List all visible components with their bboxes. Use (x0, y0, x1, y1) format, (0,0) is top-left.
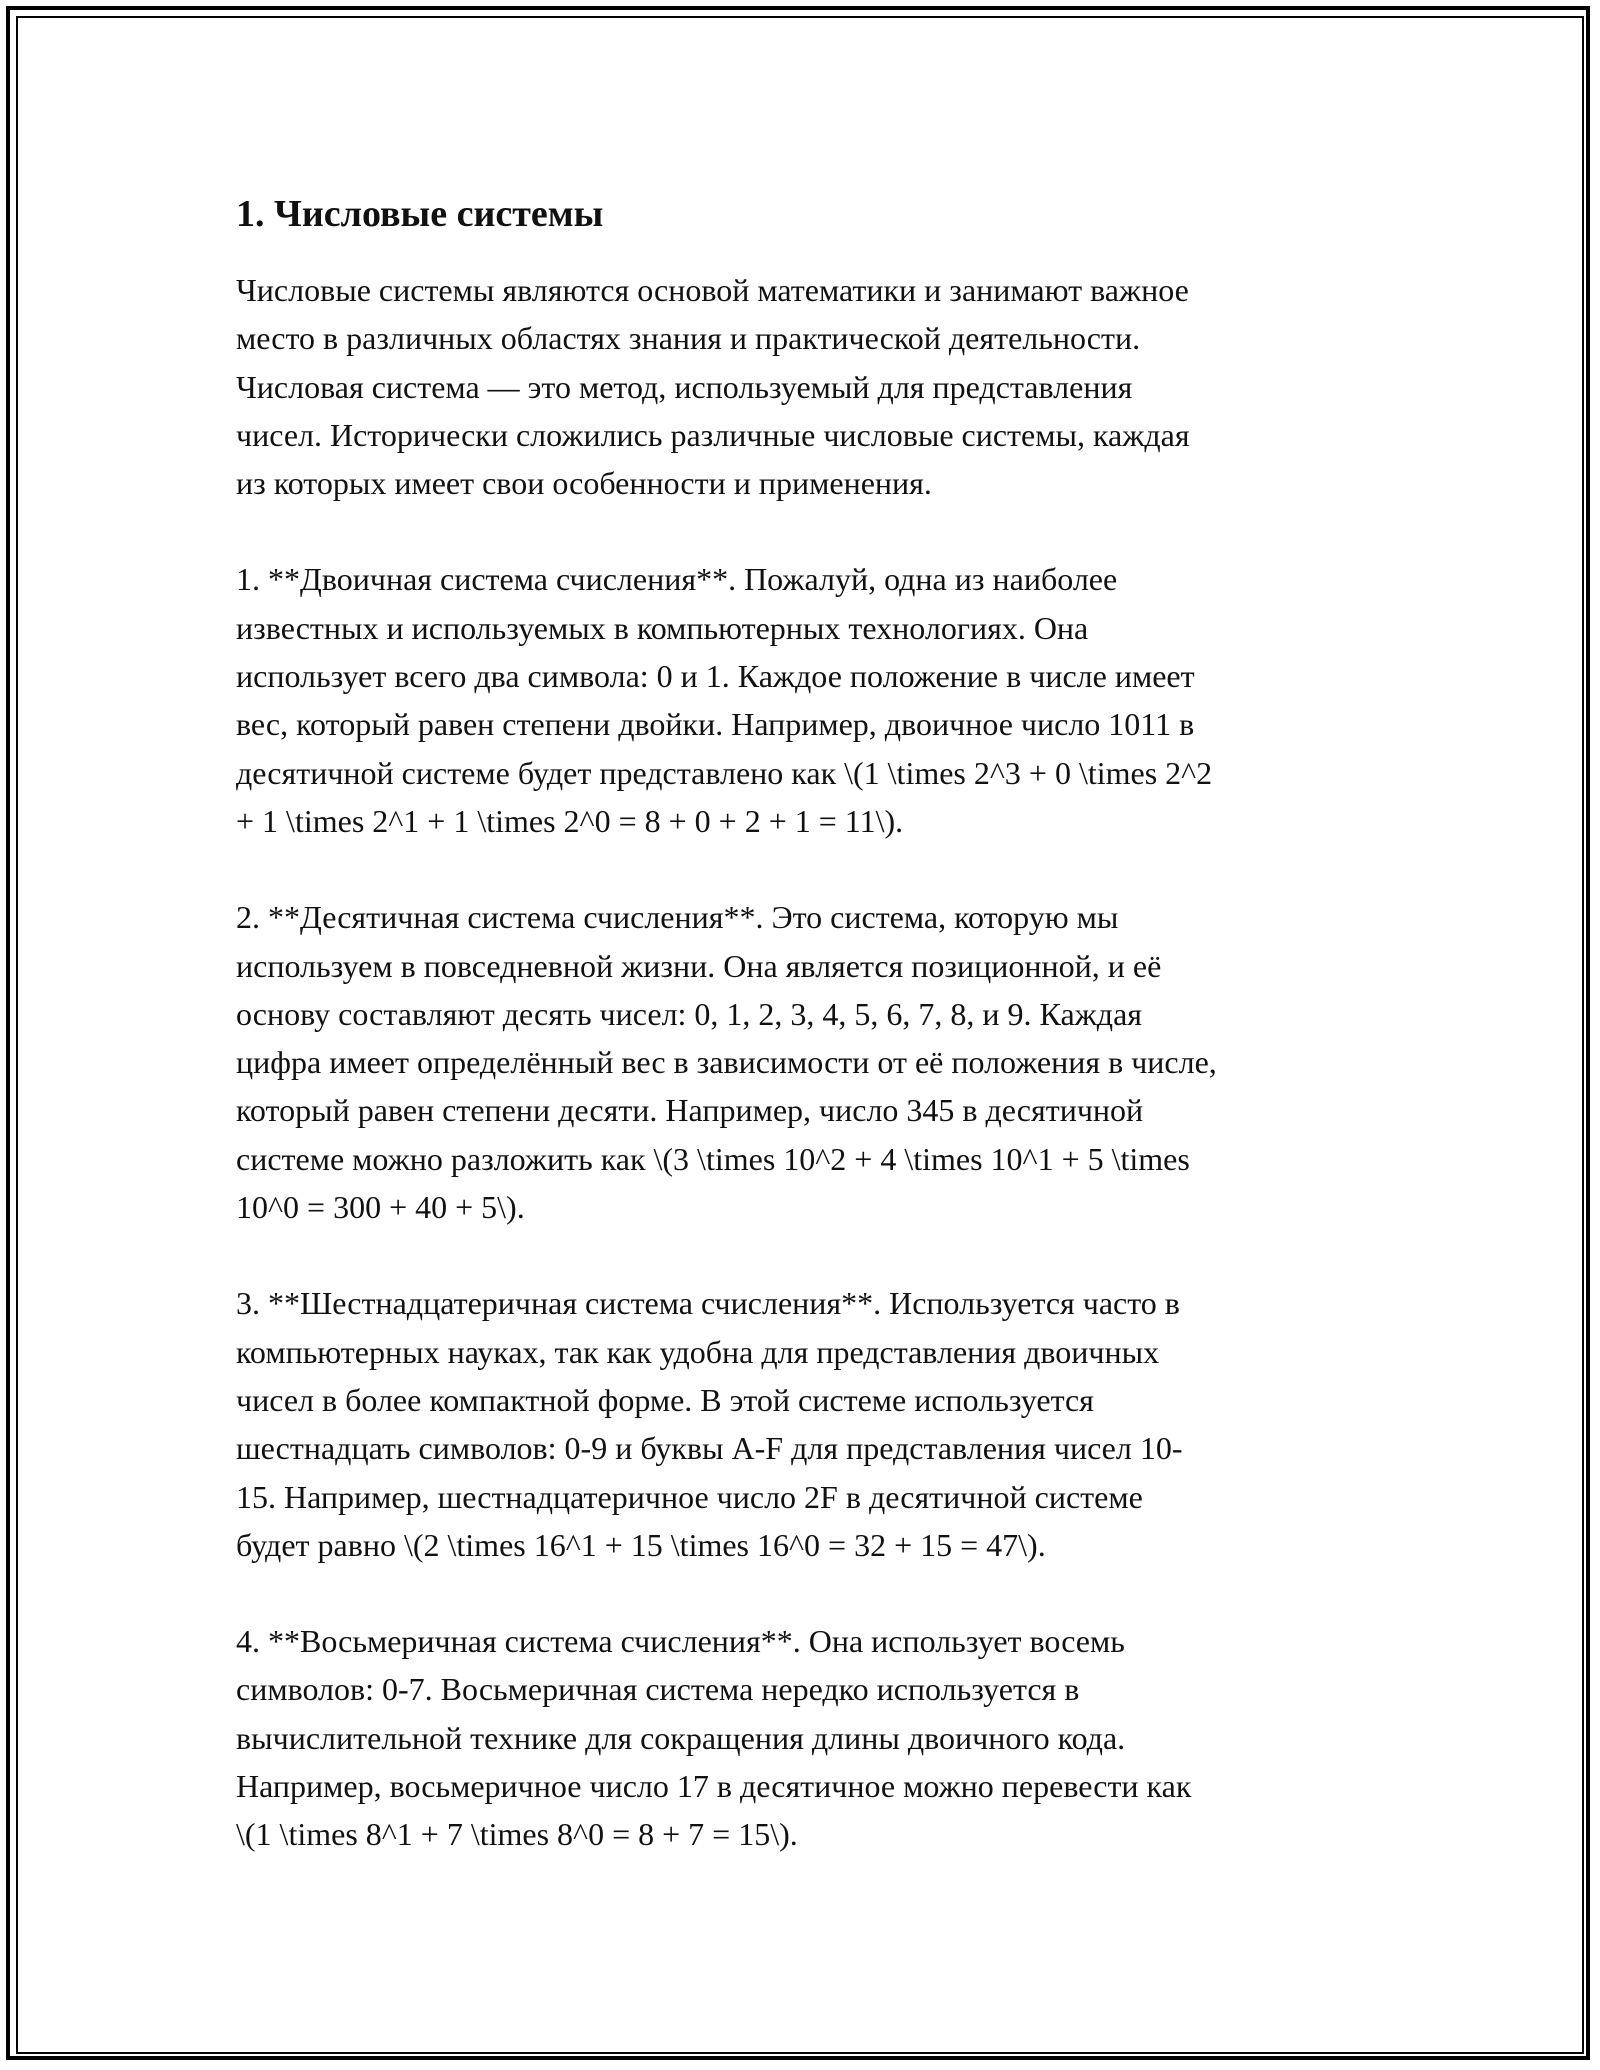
section-heading: 1. Числовые системы (236, 193, 604, 235)
octal-system-paragraph: 4. **Восьмеричная система счисления**. Она использует восемь символов: 0-7. Восьмеричная система нередко используется в вычислительной технике для сокращения длины двоичного кода. Например, восьмеричное число 17 в десятичное можно перевести как \(1 \times 8^1 + 7 \times 8^0 = 8 + 7 = 15\). (236, 1623, 1192, 1853)
decimal-system-paragraph: 2. **Десятичная система счисления**. Это система, которую мы используем в повседневной жизни. Она является позиционной, и её основу составляют десять чисел: 0, 1, 2, 3, 4, 5, 6, 7, 8, и 9. Каждая цифра имеет определённый вес в зависимости от её положения в числе, который равен степени десяти. Например, число 345 в десятичной системе можно разложить как \(3 \times 10^2 + 4 \times 10^1 + 5 \times 10^0 = 300 + 40 + 5\). (236, 899, 1217, 1226)
binary-system-paragraph: 1. **Двоичная система счисления**. Пожалуй, одна из наиболее известных и используемых в компьютерных технологиях. Она использует всего два символа: 0 и 1. Каждое положение в числе имеет вес, который равен степени двойки. Например, двоичное число 1011 в десятичной системе будет представлено как \(1 \times 2^3 + 0 \times 2^2 + 1 \times 2^1 + 1 \times 2^0 = 8 + 0 + 2 + 1 = 11\). (236, 561, 1213, 839)
hexadecimal-system-paragraph: 3. **Шестнадцатеричная система счисления**. Используется часто в компьютерных науках, так как удобна для представления двоичных чисел в более компактной форме. В этой системе используется шестнадцать символов: 0-9 и буквы A-F для представления чисел 10- 15. Например, шестнадцатеричное число 2F в десятичной системе будет равно \(2 \times 16^1 + 15 \times 16^0 = 32 + 15 = 47\). (236, 1285, 1183, 1563)
intro-paragraph: Числовые системы являются основой математики и занимают важное место в различных областях знания и практической деятельности. Числовая система — это метод, используемый для представления чисел. Исторически сложились различные числовые системы, каждая из которых имеет свои особенности и применения. (236, 272, 1190, 502)
document-body (236, 186, 1370, 1907)
